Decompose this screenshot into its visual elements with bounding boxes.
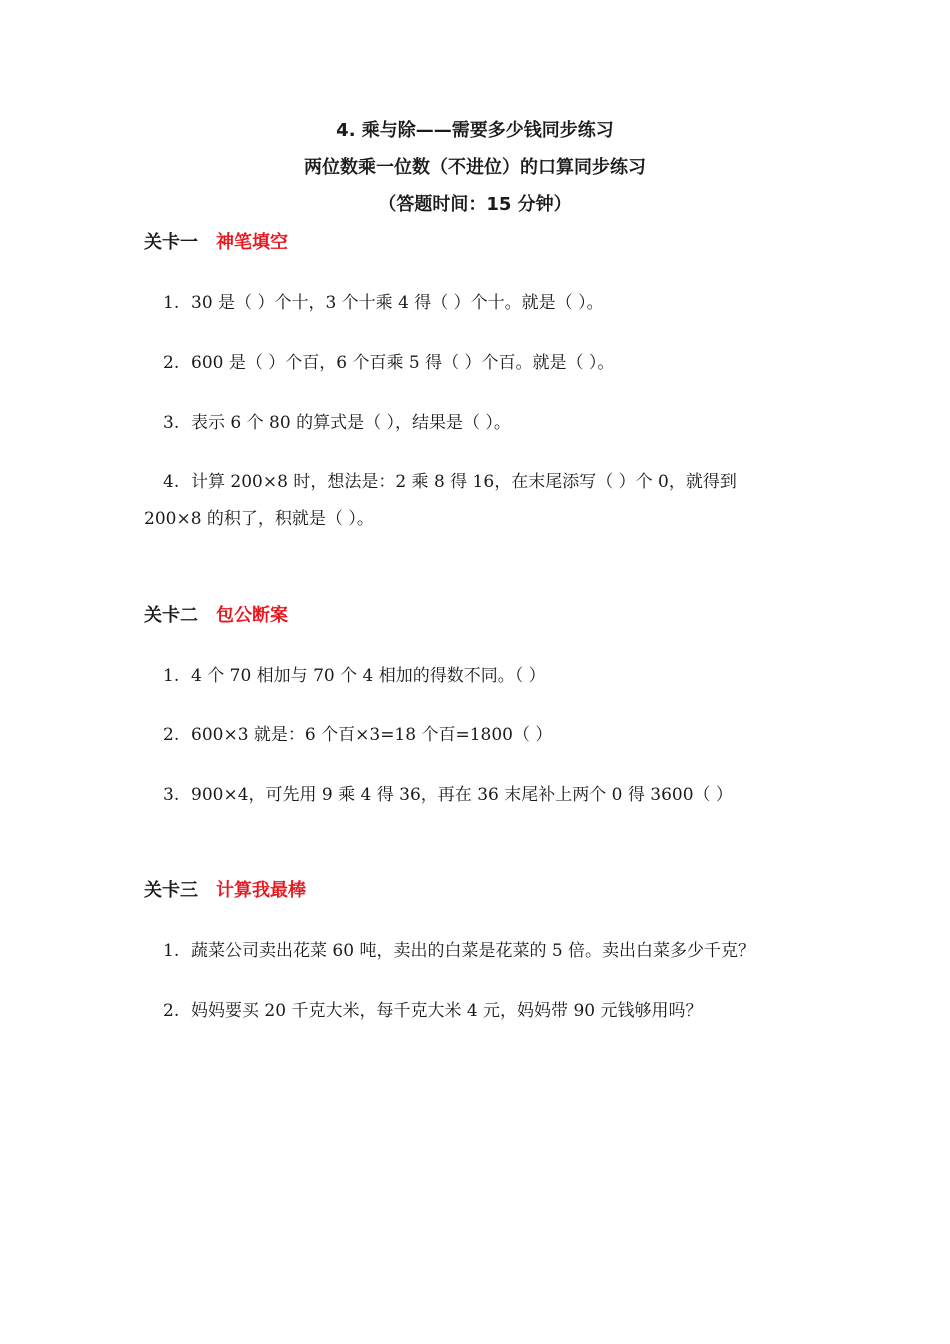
question-2-2 [163, 720, 552, 745]
question-3-2 [163, 996, 703, 1021]
question-number: 3. [163, 785, 180, 805]
question-text: 600 是（ ）个百，6 个百乘 5 得（ ）个百。就是（ ）。 [191, 353, 615, 373]
question-number: 2. [163, 1001, 180, 1021]
question-text: 4 个 70 相加与 70 个 4 相加的得数不同。（ ） [191, 666, 546, 686]
section-name: 神笔填空 [216, 232, 288, 253]
section-level: 关卡二 [144, 605, 198, 626]
question-1-2 [163, 348, 614, 373]
question-number: 2. [163, 725, 180, 745]
question-1-4-continued: 200×8 的积了，积就是（ ）。 [144, 509, 374, 529]
question-text: 妈妈要买 20 千克大米，每千克大米 4 元，妈妈带 90 元钱够用吗？ [191, 1001, 703, 1021]
question-text: 表示 6 个 80 的算式是（ ），结果是（ ）。 [191, 413, 511, 433]
question-text: 600×3 就是：6 个百×3=18 个百=1800（ ） [191, 725, 553, 745]
question-number: 4. [163, 472, 180, 492]
section-name: 计算我最棒 [216, 880, 306, 901]
section-3-heading [144, 876, 306, 902]
question-text: 蔬菜公司卖出花菜 60 吨，卖出的白菜是花菜的 5 倍。卖出白菜多少千克？ [191, 941, 756, 961]
question-text: 30 是（ ）个十，3 个十乘 4 得（ ）个十。就是（ ）。 [191, 293, 604, 313]
question-number: 2. [163, 353, 180, 373]
section-name: 包公断案 [216, 605, 288, 626]
section-2-heading [144, 601, 288, 627]
question-number: 3. [163, 413, 180, 433]
question-2-1 [163, 661, 546, 686]
question-3-1 [163, 936, 755, 961]
question-2-3 [163, 780, 733, 805]
question-1-3 [163, 408, 511, 433]
question-number: 1. [163, 293, 180, 313]
section-1-heading [144, 228, 288, 254]
section-level: 关卡一 [144, 232, 198, 253]
question-1-4 [163, 467, 737, 492]
title-lesson: 4. 乘与除——需要多少钱同步练习 [336, 120, 614, 141]
section-level: 关卡三 [144, 880, 198, 901]
question-number: 1. [163, 941, 180, 961]
title-topic: 两位数乘一位数（不进位）的口算同步练习 [304, 157, 646, 178]
question-number: 1. [163, 666, 180, 686]
title-time: （答题时间：15 分钟） [378, 194, 572, 215]
question-1-1 [163, 288, 604, 313]
question-text: 计算 200×8 时，想法是：2 乘 8 得 16，在末尾添写（ ）个 0，就得到 [191, 472, 737, 492]
question-text: 900×4，可先用 9 乘 4 得 36，再在 36 末尾补上两个 0 得 3600（ ） [191, 785, 733, 805]
